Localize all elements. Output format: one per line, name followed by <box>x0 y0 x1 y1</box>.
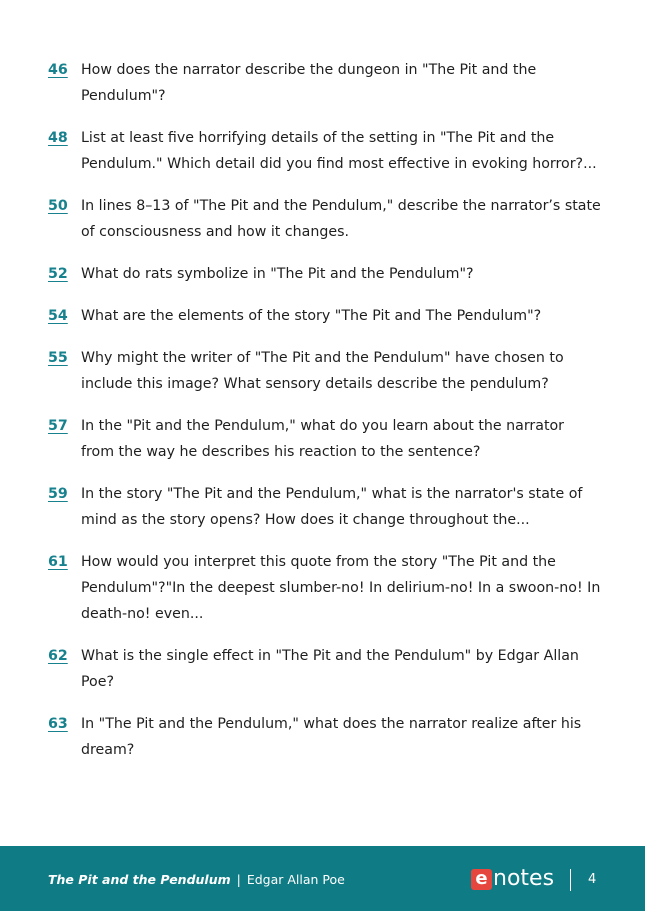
question-text: What is the single effect in "The Pit and the Pendulum" by Edgar Allan Poe? <box>81 648 579 690</box>
footer-book-title: The Pit and the Pendulum <box>48 872 231 887</box>
question-list <box>48 57 608 779</box>
enotes-logo[interactable] <box>471 867 554 891</box>
question-text: List at least five horrifying details of the setting in "The Pit and the Pendulum." Which detail did you find most effective in evoking horror?... <box>81 130 597 172</box>
question-number-link[interactable]: 46 <box>48 62 68 78</box>
question-item <box>48 643 608 695</box>
enotes-logo-text: notes <box>493 866 555 891</box>
question-number-link[interactable]: 57 <box>48 418 68 434</box>
question-text: Why might the writer of "The Pit and the Pendulum" have chosen to include this image? What sensory details describe the pendulum? <box>81 350 564 392</box>
question-text: How does the narrator describe the dungeon in "The Pit and the Pendulum"? <box>81 62 537 104</box>
question-text: What do rats symbolize in "The Pit and the Pendulum"? <box>81 266 474 282</box>
question-number-link[interactable]: 48 <box>48 130 68 146</box>
question-text: What are the elements of the story "The Pit and The Pendulum"? <box>81 308 542 324</box>
question-number-link[interactable]: 54 <box>48 308 68 324</box>
page-footer <box>0 846 645 911</box>
question-number-link[interactable]: 55 <box>48 350 68 366</box>
question-number-link[interactable]: 59 <box>48 486 68 502</box>
question-text: In lines 8–13 of "The Pit and the Pendulum," describe the narrator’s state of consciousness and how it changes. <box>81 198 601 240</box>
question-number-link[interactable]: 62 <box>48 648 68 664</box>
question-number-link[interactable]: 52 <box>48 266 68 282</box>
question-item <box>48 193 608 245</box>
question-item <box>48 345 608 397</box>
question-text: In the story "The Pit and the Pendulum," what is the narrator's state of mind as the story opens? How does it change throughout the... <box>81 486 583 528</box>
footer-source <box>48 872 345 887</box>
question-number-link[interactable]: 63 <box>48 716 68 732</box>
enotes-logo-e-icon: e <box>471 869 492 890</box>
question-item <box>48 303 608 329</box>
footer-separator: | <box>236 872 241 887</box>
question-item <box>48 261 608 287</box>
question-text: How would you interpret this quote from the story "The Pit and the Pendulum"?"In the deepest slumber-no! In delirium-no! In a swoon-no! In death-no! even... <box>81 554 601 622</box>
question-text: In the "Pit and the Pendulum," what do you learn about the narrator from the way he describes his reaction to the sentence? <box>81 418 565 460</box>
question-number-link[interactable]: 50 <box>48 198 68 214</box>
question-item <box>48 413 608 465</box>
question-item <box>48 481 608 533</box>
footer-author: Edgar Allan Poe <box>246 872 345 887</box>
page-number: 4 <box>588 872 597 887</box>
question-item <box>48 57 608 109</box>
question-item <box>48 549 608 627</box>
question-item <box>48 711 608 763</box>
question-number-link[interactable]: 61 <box>48 554 68 570</box>
question-item <box>48 125 608 177</box>
question-text: In "The Pit and the Pendulum," what does the narrator realize after his dream? <box>81 716 582 758</box>
footer-divider <box>570 869 571 891</box>
